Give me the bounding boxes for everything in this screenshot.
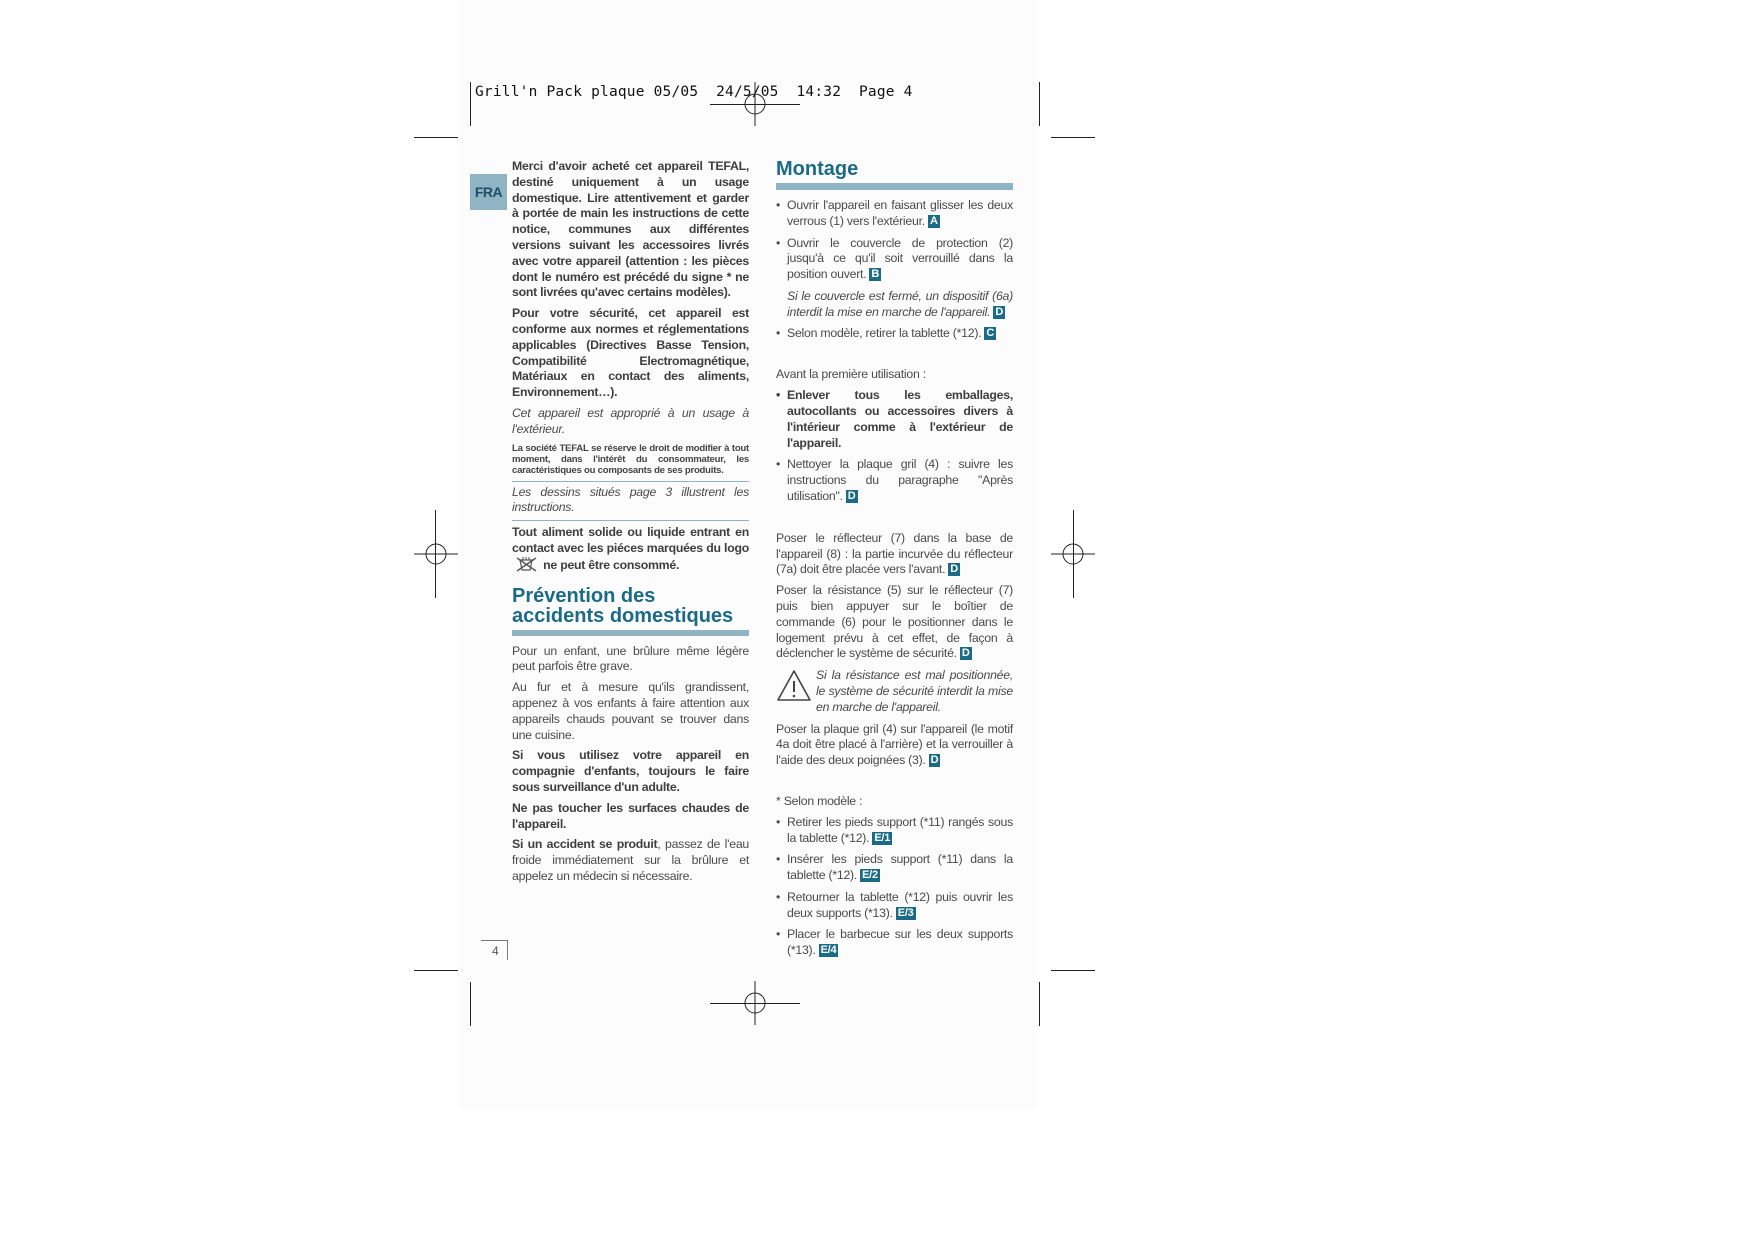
registration-crosshair-icon bbox=[414, 532, 458, 576]
paragraph-text: Poser le réflecteur (7) dans la base de l'appareil (8) : la partie incurvée du réflecteur (7a) doit être placée vers l'avant. bbox=[776, 530, 1013, 577]
paragraph-text: Poser la plaque gril (4) sur l'appareil (le motif 4a doit être placé à l'arrière) et la verrouiller à l'aide des deux poignées (3). bbox=[776, 721, 1013, 768]
resistance-paragraph bbox=[776, 583, 1013, 662]
reflector-paragraph bbox=[776, 531, 1013, 578]
step-text: Ouvrir l'appareil en faisant glisser les deux verrous (1) vers l'extérieur. bbox=[787, 198, 1013, 228]
figure-ref-badge: E/1 bbox=[874, 831, 891, 844]
warning-triangle-icon bbox=[776, 668, 812, 704]
figure-ref-badge: D bbox=[995, 305, 1004, 318]
registration-crosshair-icon bbox=[733, 82, 777, 126]
outdoor-paragraph: Cet appareil est approprié à un usage à l'extérieur. bbox=[512, 405, 749, 436]
montage-step-3 bbox=[776, 326, 1013, 342]
step-text: Selon modèle, retirer la tablette (*12). bbox=[787, 325, 982, 340]
montage-step-1 bbox=[776, 198, 1013, 230]
crop-mark bbox=[1039, 82, 1040, 126]
prevention-paragraph-1: Pour un enfant, une brûlure même légère peut parfois être grave. bbox=[512, 643, 749, 674]
figure-ref-badge: D bbox=[930, 754, 939, 767]
prevention-paragraph-4: Ne pas toucher les surfaces chaudes de l'appareil. bbox=[512, 800, 749, 831]
registration-crosshair-icon bbox=[1051, 532, 1095, 576]
step-text: Nettoyer la plaque gril (4) : suivre les instructions du paragraphe "Après utilisation". bbox=[787, 457, 1013, 503]
crop-mark bbox=[414, 137, 458, 138]
montage-step-2 bbox=[776, 236, 1013, 283]
intro-paragraph: Merci d'avoir acheté cet appareil TEFAL, destiné uniquement à un usage domestique. Lire attentivement et garder à portée de main les instructions de cette notice, communes aux différentes versions suivant les accessoires livrés avec votre appareil (attention : les pièces dont le numéro est précédé du signe * ne sont livrées qu'avec certains modèles). bbox=[512, 159, 749, 300]
crop-mark bbox=[414, 970, 458, 971]
accident-bold: Si un accident se produit bbox=[512, 837, 658, 852]
before-step-1: • Enlever tous les emballages, autocollants ou accessoires divers à l'intérieur comme à l'extérieur de l'appareil. bbox=[776, 388, 1013, 451]
figure-ref-badge: E/2 bbox=[862, 869, 878, 882]
figure-ref-badge: D bbox=[961, 647, 970, 660]
note-text: Si le couvercle est fermé, un dispositif (6a) interdit la mise en marche de l'appareil. bbox=[787, 288, 1013, 319]
food-contact-paragraph bbox=[512, 525, 749, 573]
prevention-heading-line1: Prévention des bbox=[512, 584, 656, 607]
prevention-paragraph-3: Si vous utilisez votre appareil en compagnie d'enfants, toujours le faire sous surveillance d'un adulte. bbox=[512, 748, 749, 794]
montage-heading: Montage bbox=[776, 159, 1013, 190]
model-step-4 bbox=[776, 927, 1013, 959]
step-text: Placer le barbecue sur les deux supports (*13). bbox=[787, 927, 1013, 958]
figure-ref-badge: E/4 bbox=[820, 944, 837, 957]
crop-mark bbox=[1051, 137, 1095, 138]
crop-mark bbox=[1051, 970, 1095, 971]
crop-mark bbox=[470, 982, 471, 1026]
figure-ref-badge: D bbox=[950, 563, 958, 576]
crop-mark bbox=[1039, 982, 1040, 1026]
safety-paragraph: Pour votre sécurité, cet appareil est conforme aux normes et réglementations applicables (Directives Basse Tension, Compatibilité Electromagnétique, Matériaux en contact des aliments, Environnement…). bbox=[512, 306, 749, 400]
no-food-contact-icon bbox=[516, 557, 538, 572]
print-header: Grill'n Pack plaque 05/05 24/5/05 14:32 Page 4 bbox=[475, 84, 913, 100]
food-contact-text: Tout aliment solide ou liquide entrant en contact avec les piéces marquées du logo bbox=[512, 525, 749, 555]
step-text: Insérer les pieds support (*11) dans la tablette (*12). bbox=[787, 852, 1013, 883]
page-corner-mark bbox=[507, 940, 508, 960]
right-column bbox=[776, 145, 1013, 965]
figure-ref-badge: D bbox=[847, 489, 856, 502]
warning-text: Si la résistance est mal positionnée, le système de sécurité interdit la mise en marche de l'appareil. bbox=[816, 668, 1013, 714]
montage-note bbox=[776, 289, 1013, 321]
step-text: Ouvrir le couvercle de protection (2) jusqu'à ce qu'il soit verrouillé dans la position ouvert. bbox=[787, 235, 1013, 282]
before-step-2 bbox=[776, 457, 1013, 504]
registration-crosshair-icon bbox=[733, 981, 777, 1025]
warning-box bbox=[776, 668, 1013, 715]
figure-ref-badge: E/3 bbox=[897, 906, 914, 919]
divider bbox=[512, 520, 749, 521]
page-corner-mark bbox=[481, 940, 507, 941]
model-step-2 bbox=[776, 852, 1013, 884]
selon-modele-label: * Selon modèle : bbox=[776, 793, 863, 808]
language-tab: FRA bbox=[470, 174, 507, 210]
prevention-paragraph-2: Au fur et à mesure qu'ils grandissent, appenez à vos enfants à faire attention aux appareils chauds pouvant se trouver dans une cuisine. bbox=[512, 680, 749, 742]
drawings-paragraph: Les dessins situés page 3 illustrent les instructions. bbox=[512, 484, 749, 515]
accident-rest: , passez de l'eau froide immédiatement sur la brûlure et appelez un médecin si nécessaire. bbox=[512, 837, 749, 883]
figure-ref-badge: B bbox=[871, 268, 880, 281]
rights-paragraph: La société TEFAL se réserve le droit de modifier à tout moment, dans l'intérêt du consommateur, les caractéristiques ou composants de ses produits. bbox=[512, 442, 749, 476]
food-contact-text-end: ne peut être consommé. bbox=[543, 557, 680, 572]
divider bbox=[512, 481, 749, 482]
prevention-heading-line2: accidents domestiques bbox=[512, 604, 734, 627]
step-text: Retourner la tablette (*12) puis ouvrir les deux supports (*13). bbox=[787, 889, 1013, 920]
grill-plate-paragraph bbox=[776, 722, 1013, 769]
figure-ref-badge: C bbox=[986, 326, 995, 339]
paragraph-text: Poser la résistance (5) sur le réflecteur (7) puis bien appuyer sur le boîtier de commande (6) pour le positionner dans le logement prévu à cet effet, de façon à déclencher le système de sécurité. bbox=[776, 583, 1013, 661]
step-text: Retirer les pieds support (*11) rangés sous la tablette (*12). bbox=[787, 814, 1013, 845]
figure-ref-badge: A bbox=[929, 214, 938, 227]
crop-mark bbox=[470, 82, 471, 126]
model-step-1 bbox=[776, 815, 1013, 847]
left-column bbox=[512, 159, 749, 890]
model-step-3 bbox=[776, 890, 1013, 922]
prevention-paragraph-5 bbox=[512, 837, 749, 884]
before-first-use-label: Avant la première utilisation : bbox=[776, 367, 926, 382]
prevention-heading bbox=[512, 586, 749, 636]
page-number: 4 bbox=[492, 944, 499, 958]
